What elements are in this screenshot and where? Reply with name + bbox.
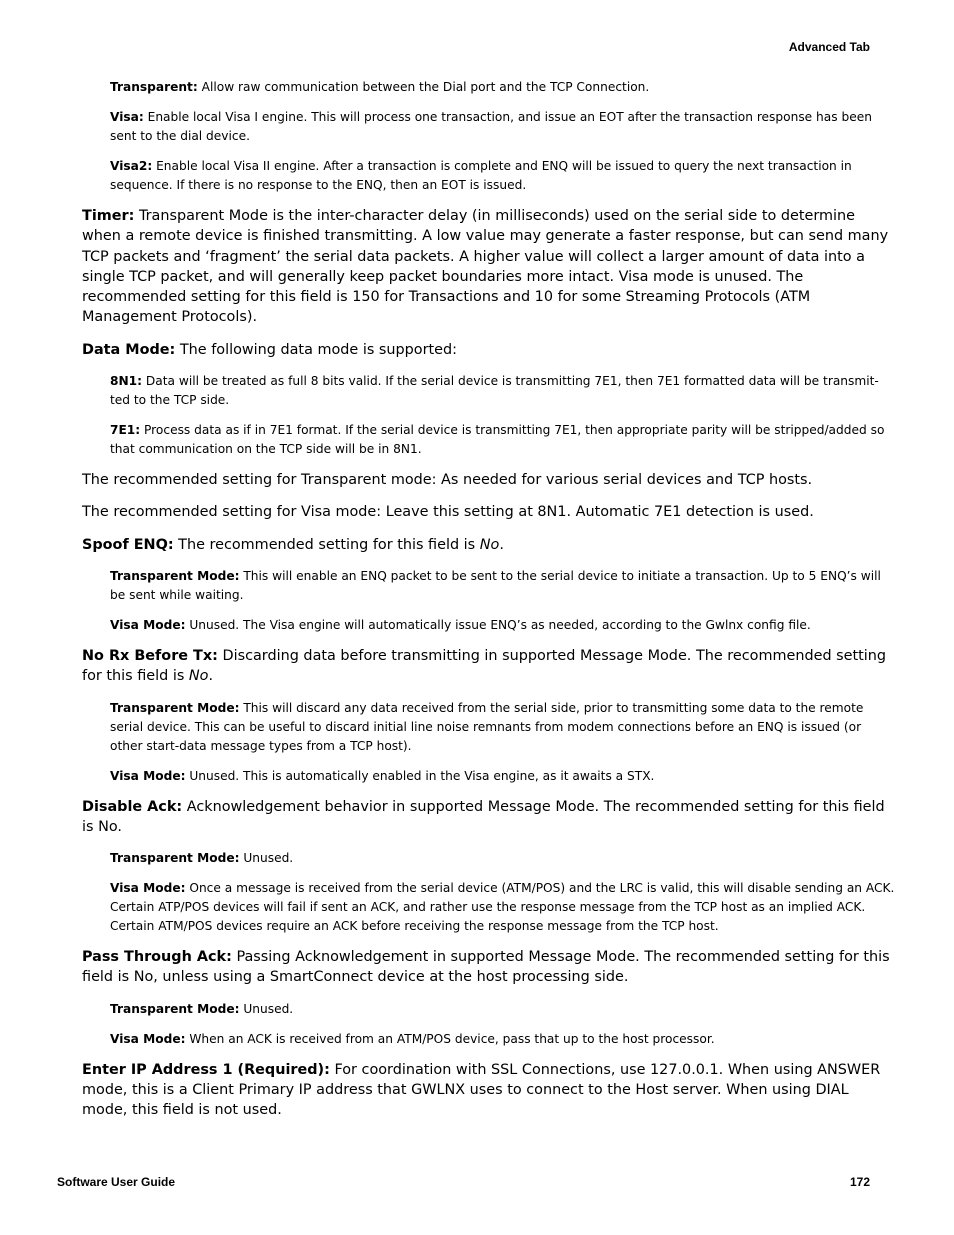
field-spoof-enq: Spoof ENQ: The recommended setting for this field is No. [82, 536, 504, 553]
option-7e1: 7E1: Process data as if in 7E1 format. If the serial device is transmitting 7E1, then appropriate parity will be stripped/added so that communication on the TCP side will be in 8N1. [110, 423, 885, 457]
page-body [82, 78, 897, 1133]
field-no-rx-before-tx: No Rx Before Tx: Discarding data before transmitting in supported Message Mode. The recommended setting for this field is No. [82, 647, 887, 685]
recommendation-transparent: The recommended setting for Transparent mode: As needed for various serial devices and TCP hosts. [82, 472, 813, 489]
option-8n1: 8N1: Data will be treated as full 8 bits valid. If the serial device is transmitting 7E1, then 7E1 formatted data will be transmit-ted to the TCP side. [110, 374, 879, 408]
option-visa2: Visa2: Enable local Visa II engine. After a transaction is complete and ENQ will be issued to query the next transaction in sequence. If there is no response to the ENQ, then an EOT is issued. [110, 159, 852, 192]
disable-ack-visa: Visa Mode: Once a message is received from the serial device (ATM/POS) and the LRC is valid, this will disable sending an ACK. Certain ATP/POS devices will fail if sent an ACK, and rather use the response message from the TCP host as an implied ACK. Certain ATM/POS devices require an ACK before receiving the response message from the TCP host. [110, 881, 895, 934]
pass-through-transparent: Transparent Mode: Unused. [110, 1001, 294, 1016]
field-timer: Timer: Transparent Mode is the inter-character delay (in milliseconds) used on the serial side to determine when a remote device is finished transmitting. A low value may generate a faster response, but can send many TCP packets and ‘fragment’ the serial data packets. A higher value will collect a larger amount of data into a single TCP packet, and will generally keep packet boundaries more intact. Visa mode is unused. The recommended setting for this field is 150 for Transactions and 10 for some Streaming Protocols (ATM Management Protocols). [82, 208, 889, 326]
spoof-enq-transparent: Transparent Mode: This will enable an ENQ packet to be sent to the serial device to initiate a transaction. Up to 5 ENQ’s will be sent while waiting. [110, 568, 881, 602]
no-rx-transparent: Transparent Mode: This will discard any data received from the serial side, prior to transmitting some data to the remote serial device. This can be useful to discard initial line noise remnants from modem connections before an ENQ is issued (or other start-data message types from a TCP host). [110, 700, 864, 753]
field-enter-ip-address-1: Enter IP Address 1 (Required): For coordination with SSL Connections, use 127.0.0.1. When using ANSWER mode, this is a Client Primary IP address that GWLNX uses to connect to the Host server. When using DIAL mode, this field is not used. [82, 1061, 881, 1119]
recommendation-visa: The recommended setting for Visa mode: Leave this setting at 8N1. Automatic 7E1 detection is used. [82, 504, 814, 521]
footer-page-number: 172 [849, 1175, 870, 1189]
option-transparent: Transparent: Allow raw communication between the Dial port and the TCP Connection. [110, 80, 650, 94]
field-data-mode: Data Mode: The following data mode is supported: [82, 341, 457, 358]
field-pass-through-ack: Pass Through Ack: Passing Acknowledgement in supported Message Mode. The recommended setting for this field is No, unless using a SmartConnect device at the host processing side. [82, 949, 890, 986]
no-rx-visa: Visa Mode: Unused. This is automatically enabled in the Visa engine, as it awaits a STX. [110, 768, 655, 783]
running-header: Advanced Tab [788, 40, 870, 54]
spoof-enq-visa: Visa Mode: Unused. The Visa engine will automatically issue ENQ’s as needed, according to the Gwlnx config file. [110, 617, 811, 632]
pass-through-visa: Visa Mode: When an ACK is received from an ATM/POS device, pass that up to the host processor. [110, 1031, 715, 1046]
option-visa: Visa: Enable local Visa I engine. This will process one transaction, and issue an EOT after the transaction response has been sent to the dial device. [110, 110, 872, 143]
disable-ack-transparent: Transparent Mode: Unused. [110, 851, 294, 866]
footer-doc-title: Software User Guide [57, 1175, 176, 1189]
field-disable-ack: Disable Ack: Acknowledgement behavior in supported Message Mode. The recommended setting for this field is No. [82, 798, 885, 835]
